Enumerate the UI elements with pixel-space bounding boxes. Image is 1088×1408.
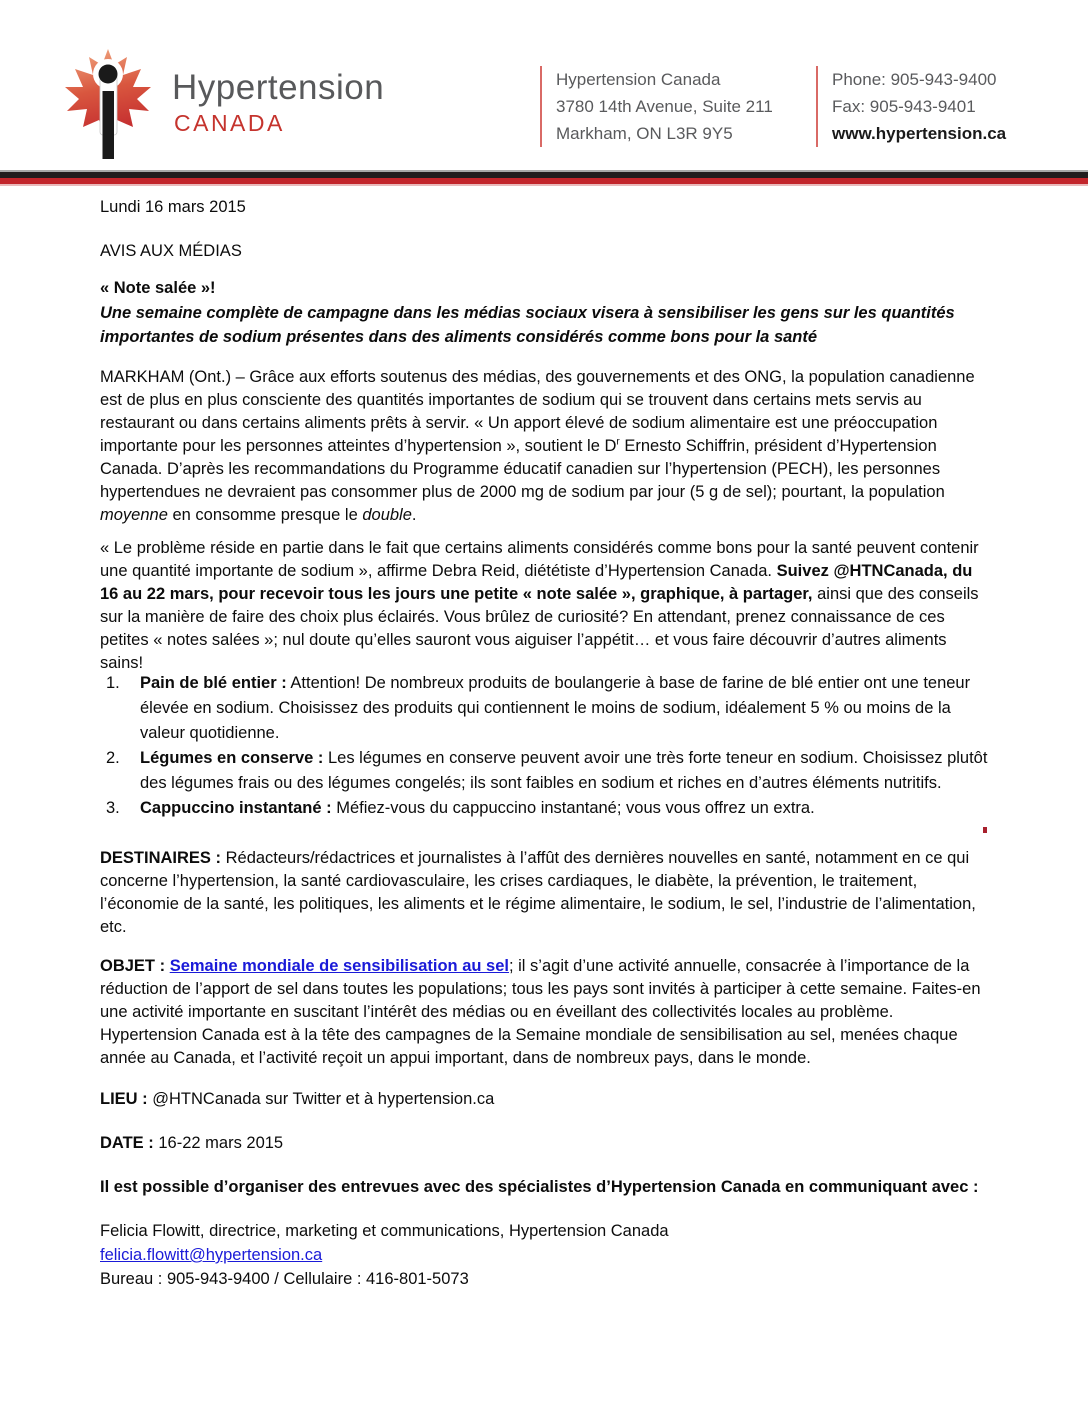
brand-text (172, 68, 384, 137)
salty-notes-list (100, 671, 990, 821)
hyperlink[interactable]: Semaine mondiale de sensibilisation au sel (169, 957, 509, 975)
contact-phones: Bureau : 905-943-9400 / Cellulaire : 416-801-5073 (100, 1270, 469, 1288)
paragraph-destinataires (100, 847, 990, 939)
release-subtitle: Une semaine complète de campagne dans les médias sociaux visera à sensibiliser les gens sur les quantités importantes de sodium présentes dans des aliments considérés comme bons pour la santé (100, 304, 955, 346)
phone-number: Phone: 905-943-9400 (832, 70, 997, 89)
text-run: Pain de blé entier : (140, 674, 287, 692)
text-run: ainsi que des conseils sur la manière de faire des choix plus éclairés. Vous brûlez de curiosité? En attendant, prenez connaissance de ces petites « notes salées »; nul doute qu’elles sauront vous aiguiser l’appétit… et vous faire découvrir d’autres aliments sains! (100, 585, 979, 672)
text-run: Ernesto Schiffrin, président d’Hypertension Canada. D’après les recommandations du Programme éducatif canadien sur l’hypertension (PECH), les personnes hypertendues ne devraient pas consommer plus de 2000 mg de sodium par jour (5 g de sel); pourtant, la population (100, 437, 945, 501)
text-run: Attention! De nombreux produits de boulangerie à base de farine de blé entier ont une teneur élevée en sodium. Choisissez des produits qui contiennent le moins de sodium, idéalement 5 % ou moins de la valeur quotidienne. (140, 674, 971, 742)
text-run: OBJET : (100, 957, 170, 975)
text-run: DESTINAIRES : (100, 849, 222, 867)
header-contact (816, 66, 1006, 147)
list-item (100, 746, 990, 796)
brand-name: Hypertension (172, 68, 385, 107)
release-title: « Note salée »! (100, 279, 216, 297)
text-run: Méfiez-vous du cappuccino instantané; vous vous offrez un extra. (331, 799, 815, 817)
fax-number: Fax: 905-943-9401 (832, 97, 976, 116)
text-run: Les légumes en conserve peuvent avoir une très forte teneur en sodium. Choisissez plutôt des légumes frais ou des légumes congelés; ils sont faibles en sodium et riches en d’autres éléments nutritifs. (140, 749, 988, 792)
text-run: LIEU : (100, 1090, 148, 1108)
list-number: 1. (106, 674, 120, 692)
paragraph-date (100, 1132, 990, 1155)
text-run: 16-22 mars 2015 (153, 1134, 284, 1152)
paragraph-lieu (100, 1088, 990, 1111)
brand-country: CANADA (174, 110, 285, 136)
text-run: Suivez @HTNCanada, du 16 au 22 mars, pour recevoir tous les jours une petite « note salée », graphique, à partager, (100, 562, 973, 603)
website-url[interactable]: www.hypertension.ca (832, 124, 1007, 143)
list-number: 2. (106, 749, 120, 767)
city-address: Markham, ON L3R 9Y5 (556, 124, 733, 143)
text-run: double (362, 506, 412, 524)
text-run: en consomme presque le (167, 506, 363, 524)
stray-red-mark (983, 827, 987, 833)
list-number: 3. (106, 799, 120, 817)
logo (58, 46, 384, 166)
maple-leaf-icon (58, 46, 158, 166)
text-run: r (616, 436, 620, 448)
text-run: « Le problème réside en partie dans le fait que certains aliments considérés comme bons pour la santé peuvent contenir une quantité importante de sodium », affirme Debra Reid, diététiste d’Hypertension Canada. (100, 539, 979, 580)
text-run: Légumes en conserve : (140, 749, 324, 767)
paragraph-interviews (100, 1176, 990, 1199)
text-run: Il est possible d’organiser des entrevues avec des spécialistes d’Hypertension Canada en communiquant avec : (100, 1178, 979, 1196)
divider-fade (0, 184, 1088, 186)
contact-email-link[interactable]: felicia.flowitt@hypertension.ca (100, 1246, 323, 1264)
header-address (540, 66, 773, 147)
text-run: Rédacteurs/rédactrices et journalistes à l’affût des dernières nouvelles en santé, notamment en ce qui concerne l’hypertension, la santé cardiovasculaire, les crises cardiaques, le diabète, la prévention, le traitement, l’économie de la santé, les politiques, les aliments et le régime alimentaire, le sodium, le sel, l’industrie de l’alimentation, etc. (100, 849, 976, 936)
list-item (100, 796, 990, 821)
paragraph-probleme (100, 537, 990, 675)
media-advisory-heading: AVIS AUX MÉDIAS (100, 242, 242, 260)
contact-name: Felicia Flowitt, directrice, marketing et communications, Hypertension Canada (100, 1222, 669, 1240)
list-item (100, 671, 990, 746)
org-name: Hypertension Canada (556, 70, 721, 89)
text-run: DATE : (100, 1134, 154, 1152)
paragraph-markham (100, 366, 990, 527)
paragraph-objet (100, 955, 990, 1070)
contact-block (100, 1219, 990, 1291)
text-run: . (411, 506, 417, 524)
text-run: @HTNCanada sur Twitter et à hypertension.ca (147, 1090, 495, 1108)
text-run: MARKHAM (Ont.) – Grâce aux efforts soutenus des médias, des gouvernements et des ONG, la population canadienne est de plus en plus consciente des quantités importantes de sodium qui se trouvent dans certains mets servis au restaurant ou dans certains aliments prêts à servir. « Un apport élevé de sodium alimentaire est une préoccupation importante pour les personnes atteintes d’hypertension », soutient le D (100, 368, 975, 455)
date-line: Lundi 16 mars 2015 (100, 198, 246, 216)
text-run: Cappuccino instantané : (140, 799, 332, 817)
street-address: 3780 14th Avenue, Suite 211 (556, 97, 773, 116)
text-run: moyenne (100, 506, 168, 524)
text-run: ; il s’agit d’une activité annuelle, consacrée à l’importance de la réduction de l’apport de sel dans toutes les populations; tous les pays sont invités à participer à cette semaine. Faites-en une activité importante en suscitant l’intérêt des médias ou en éveillant des collectivités locales au problème. Hypertension Canada est à la tête des campagnes de la Semaine mondiale de sensibilisation au sel, menées chaque année au Canada, et l’activité reçoit un appui important, dans de nombreux pays, dans le monde. (100, 957, 981, 1067)
